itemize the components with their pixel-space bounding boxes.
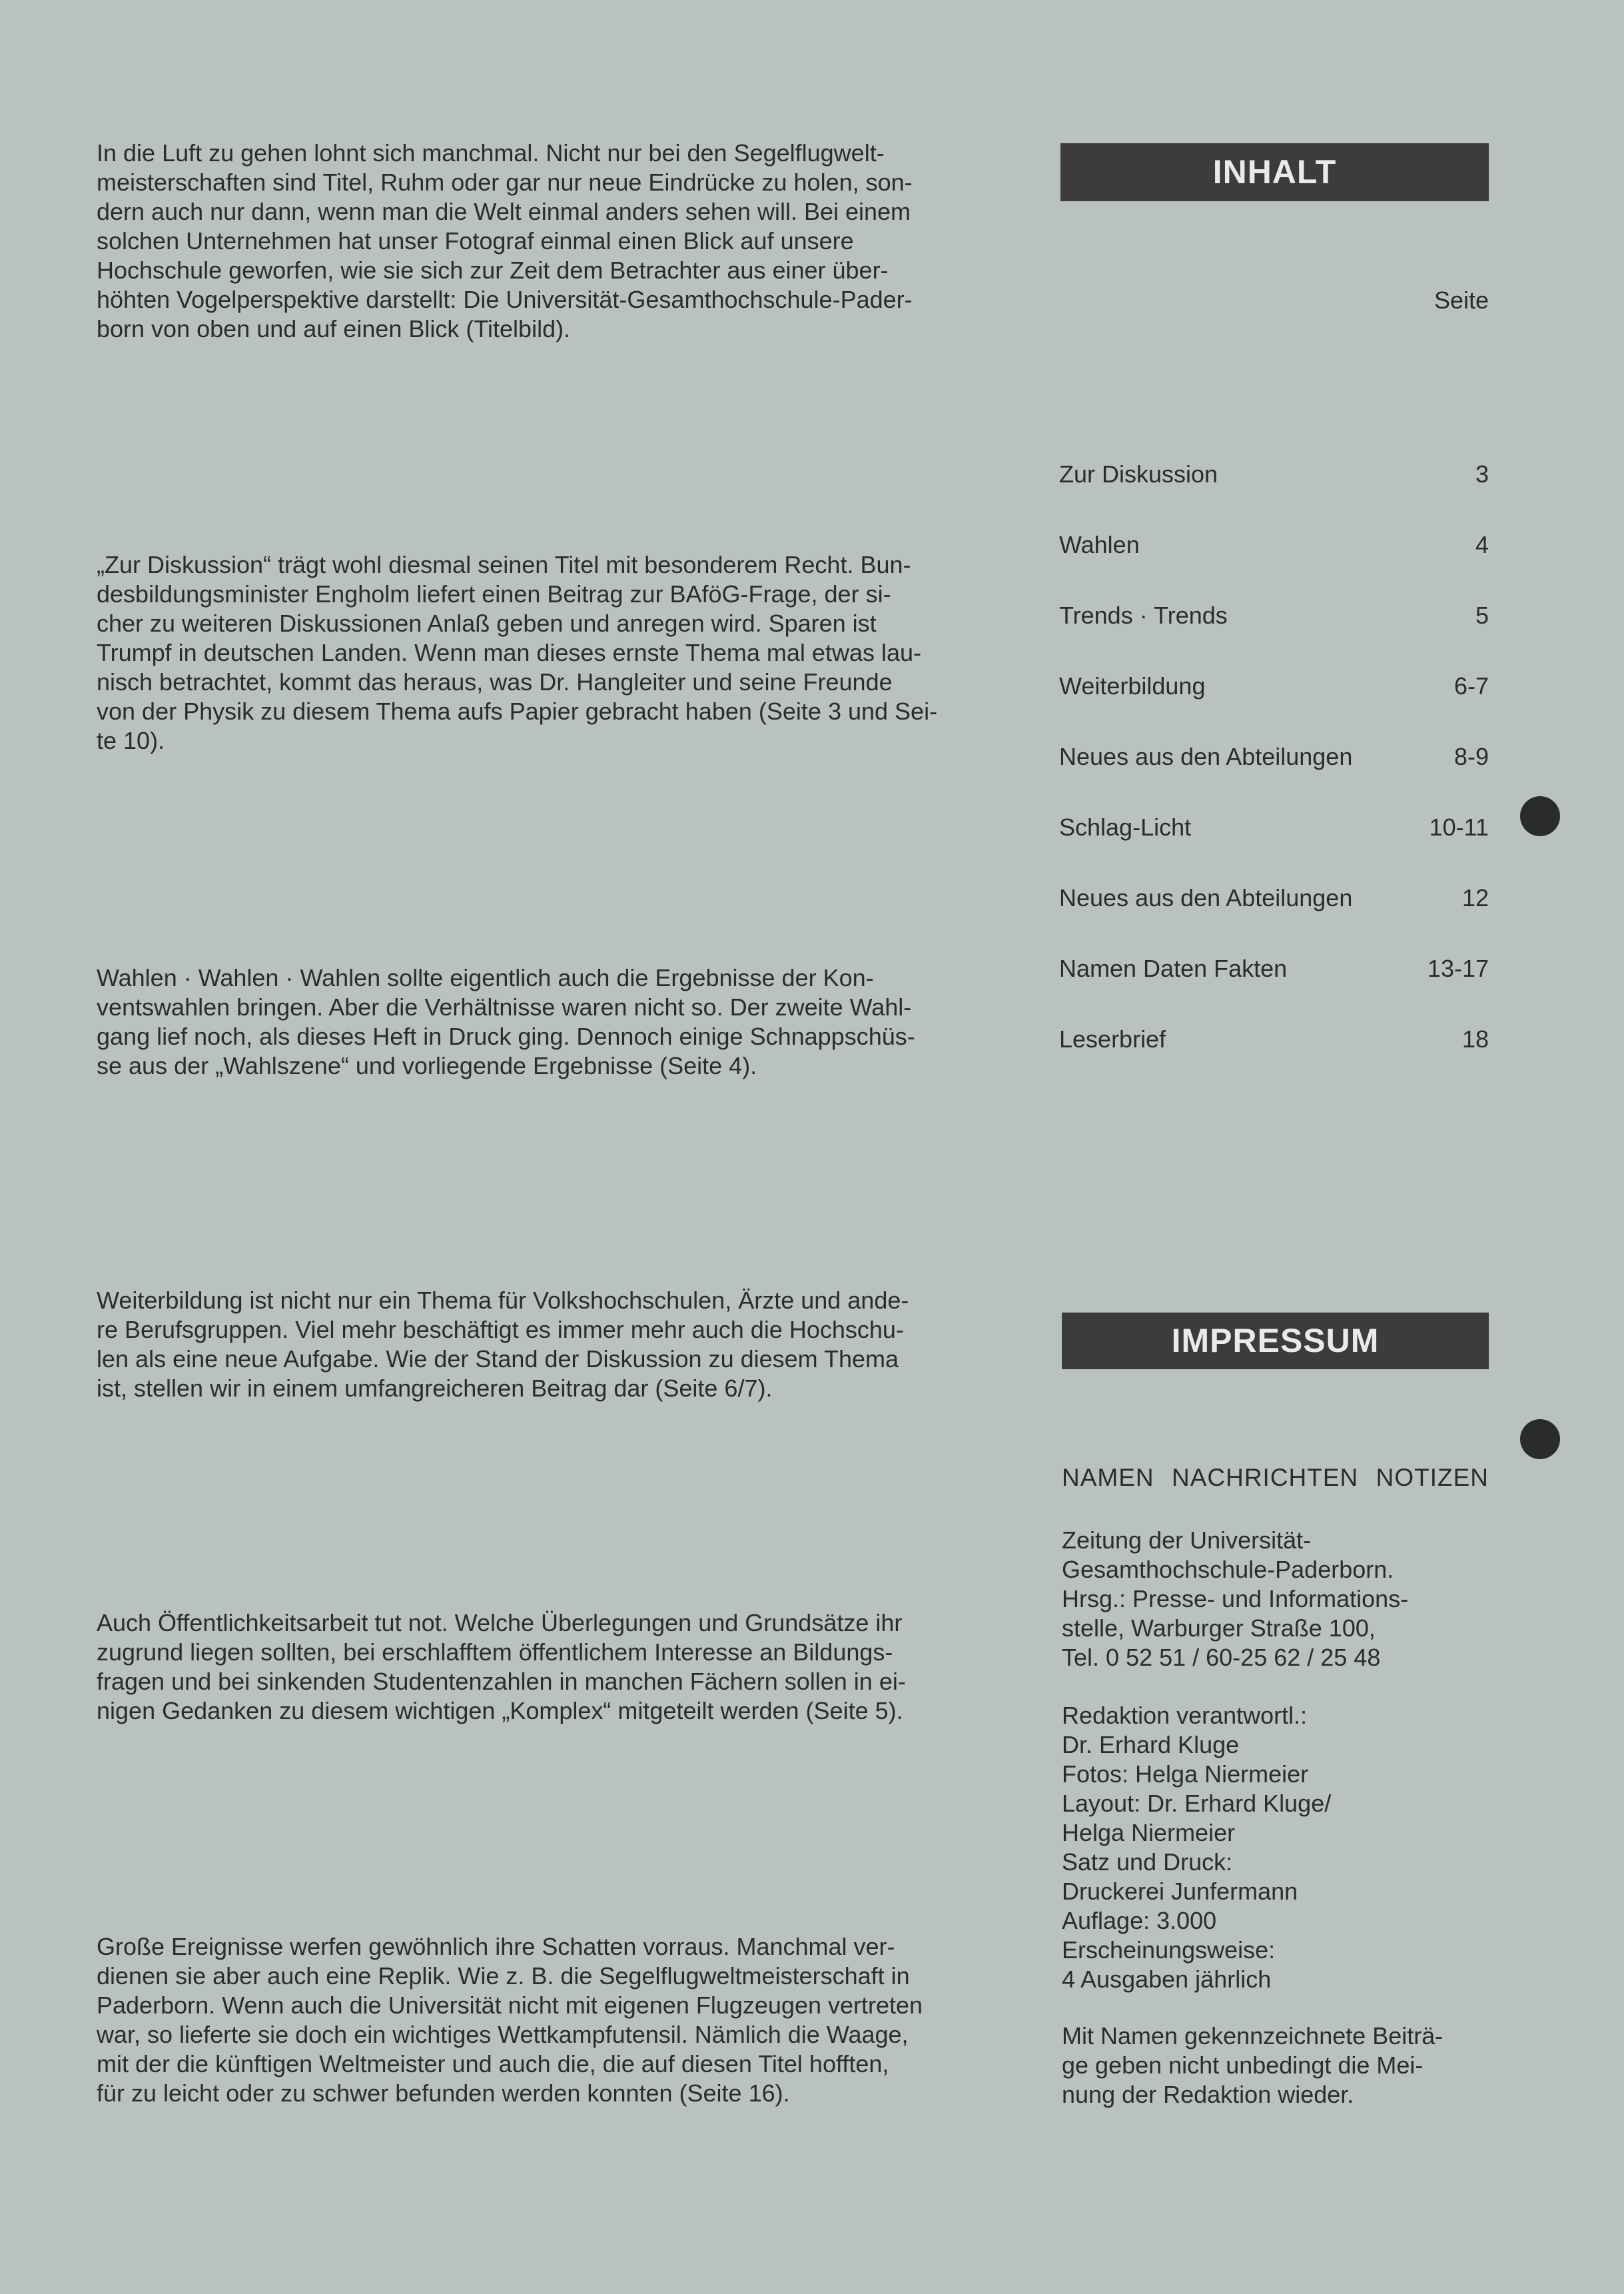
toc-item-page: 10-11: [1429, 814, 1489, 841]
toc-item[interactable]: [1059, 601, 1489, 672]
toc-item-page: 18: [1461, 1025, 1489, 1053]
toc-item-label: Leserbrief: [1059, 1025, 1166, 1053]
toc-item-label: Weiterbildung: [1059, 672, 1206, 700]
diskussion-paragraph: „Zur Diskussion“ trägt wohl diesmal seinen Titel mit besonderem Recht. Bun- desbildungsminister Engholm liefert einen Beitrag zur BAföG-Frage, der si- cher zu weiteren Diskussionen Anlaß geben und anregen wird. Sparen ist Trumpf in deutschen Landen. Wenn man dieses ernste Thema mal etwas lau- nisch betrachtet, kommt das heraus, was Dr. Hangleiter und seine Freunde von der Physik zu diesem Thema aufs Papier gebracht haben (Seite 3 und Sei- te 10).: [97, 551, 938, 754]
impressum-heading: NAMEN NACHRICHTEN NOTIZEN: [1062, 1464, 1489, 1491]
toc-item-label: Zur Diskussion: [1059, 460, 1218, 488]
impressum-publisher: Zeitung der Universität- Gesamthochschule-Paderborn. Hrsg.: Presse- und Informations- stelle, Warburger Straße 100, Tel. 0 52 51 / 60-25 62 / 25 48: [1062, 1526, 1409, 1671]
toc-item-page: 12: [1461, 884, 1489, 911]
weiterbildung-paragraph: Weiterbildung ist nicht nur ein Thema für Volkshochschulen, Ärzte und ande- re Berufsgruppen. Viel mehr beschäftigt es immer mehr auch die Hochschu- len als eine neue Aufgabe. Wie der Stand der Diskussion zu diesem Thema ist, stellen wir in einem umfangreicheren Beitrag dar (Seite 6/7).: [97, 1287, 909, 1402]
intro-paragraph: In die Luft zu gehen lohnt sich manchmal. Nicht nur bei den Segelflugwelt- meisterschaften sind Titel, Ruhm oder gar nur neue Eindrücke zu holen, son- dern auch nur dann, wenn man die Welt einmal anders sehen will. Bei einem solchen Unternehmen hat unser Fotograf einmal einen Blick auf unsere Hochschule geworfen, wie sie sich zur Zeit dem Betrachter aus einer über- höhten Vogelperspektive darstellt: Die Universität-Gesamthochschule-Pader- born von oben und auf einen Blick (Titelbild).: [97, 139, 913, 342]
toc-item[interactable]: [1059, 460, 1489, 530]
toc-item[interactable]: [1059, 742, 1489, 813]
toc-item-label: Neues aus den Abteilungen: [1059, 884, 1353, 911]
toc-item-label: Namen Daten Fakten: [1059, 955, 1288, 982]
toc-item[interactable]: [1059, 1025, 1489, 1095]
toc-item-page: 4: [1475, 531, 1489, 558]
toc-item-label: Neues aus den Abteilungen: [1059, 743, 1353, 770]
binder-hole: [1520, 796, 1560, 836]
toc-item-page: 8-9: [1453, 743, 1489, 770]
binder-hole: [1520, 1419, 1560, 1459]
toc-item-page: 5: [1475, 602, 1489, 629]
toc-item-label: Schlag-Licht: [1059, 814, 1192, 841]
toc-item-label: Trends · Trends: [1059, 602, 1228, 629]
ereignisse-paragraph: Große Ereignisse werfen gewöhnlich ihre Schatten vorraus. Manchmal ver- dienen sie aber auch eine Replik. Wie z. B. die Segelflugweltmeisterschaft in Paderborn. Wenn auch die Universität nicht mit eigenen Flugzeugen vertreten war, so lieferte sie doch ein wichtiges Wettkampfutensil. Nämlich die Waage, mit der die künftigen Weltmeister und auch die, die auf diesen Titel hofften, für zu leicht oder zu schwer befunden werden konnten (Seite 16).: [97, 1933, 923, 2107]
impressum-credits: Redaktion verantwortl.: Dr. Erhard Kluge Fotos: Helga Niermeier Layout: Dr. Erhard Kluge/ Helga Niermeier Satz und Druck: Druckerei Junfermann Auflage: 3.000 Erscheinungsweise: 4 Ausgaben jährlich: [1062, 1702, 1332, 1993]
impressum-header: IMPRESSUM: [1062, 1313, 1489, 1369]
toc-item-page: 13-17: [1427, 955, 1489, 982]
toc-item[interactable]: [1059, 530, 1489, 601]
impressum-disclaimer: Mit Namen gekennzeichnete Beiträ- ge geben nicht unbedingt die Mei- nung der Redaktion wieder.: [1062, 2022, 1443, 2108]
wahlen-paragraph: Wahlen · Wahlen · Wahlen sollte eigentlich auch die Ergebnisse der Kon- ventswahlen bringen. Aber die Verhältnisse waren nicht so. Der zweite Wahl- gang lief noch, als dieses Heft in Druck ging. Dennoch einige Schnappschüs- se aus der „Wahlszene“ und vorliegende Ergebnisse (Seite 4).: [97, 964, 915, 1079]
toc-item[interactable]: [1059, 883, 1489, 954]
toc-item[interactable]: [1059, 813, 1489, 883]
inhalt-header: INHALT: [1060, 143, 1489, 201]
oeffentlichkeitsarbeit-paragraph: Auch Öffentlichkeitsarbeit tut not. Welche Überlegungen und Grundsätze ihr zugrund liegen sollten, bei erschlafftem öffentlichem Interesse an Bildungs- fragen und bei sinkenden Studentenzahlen in manchen Fächern sollen in ei- nigen Gedanken zu diesem wichtigen „Komplex“ mitgeteilt werden (Seite 5).: [97, 1609, 906, 1724]
toc-item-label: Wahlen: [1059, 531, 1140, 558]
seite-label: Seite: [1433, 287, 1489, 314]
toc-item-page: 6-7: [1453, 672, 1489, 700]
toc-item[interactable]: [1059, 672, 1489, 742]
toc-item[interactable]: [1059, 954, 1489, 1025]
table-of-contents: [1059, 460, 1489, 1095]
toc-item-page: 3: [1475, 460, 1489, 488]
